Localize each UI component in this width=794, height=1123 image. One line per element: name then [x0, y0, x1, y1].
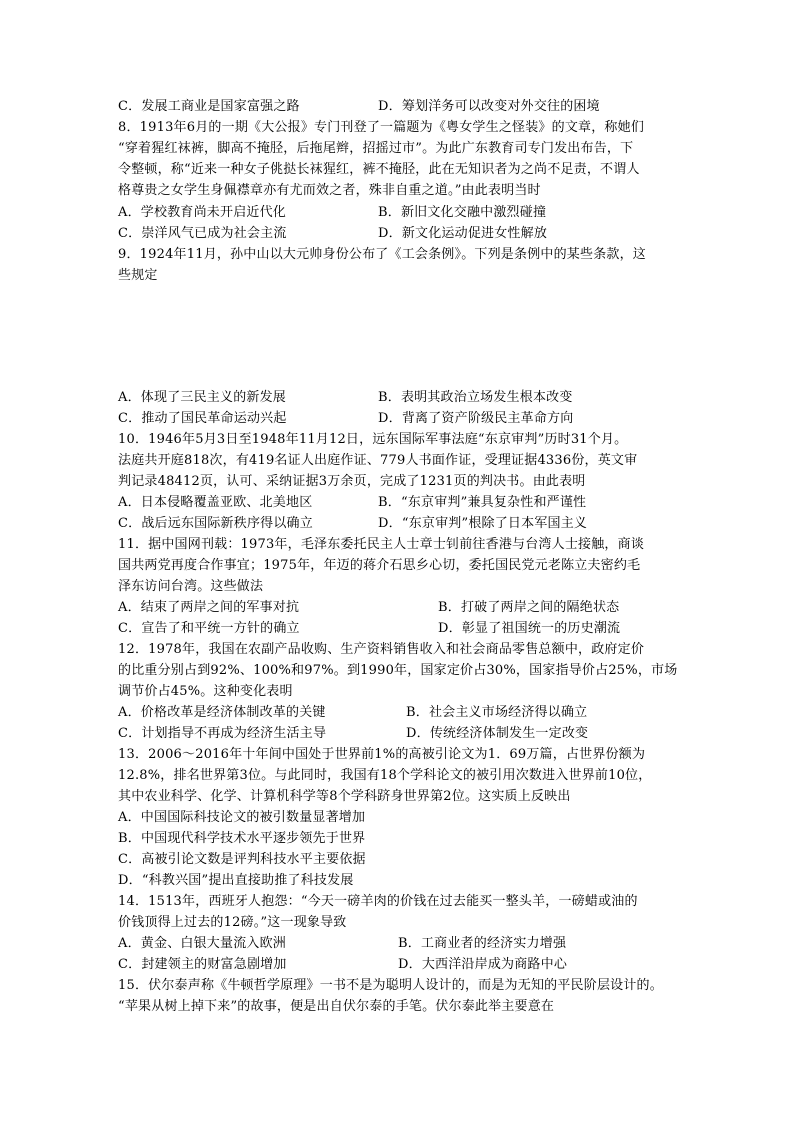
q9-option-b: B．表明其政治立场发生根本改变 [378, 390, 573, 405]
q8-stem-line-2: “穿着猩红袜裤，脚高不掩胫，后拖尾辫，招摇过市”。为此广东教育司专门发出布告，下 [118, 141, 634, 156]
q15-stem-line-1: 15．伏尔泰声称《牛顿哲学原理》一书不是为聪明人设计的，而是为无知的平民阶层设计的。 [118, 978, 663, 993]
q15-stem-line-2: “苹果从树上掉下来”的故事，便是出自伏尔泰的手笔。伏尔泰此举主要意在 [118, 999, 555, 1014]
q9-stem-line-2: 些规定 [118, 268, 158, 283]
q8-option-c: C．崇洋风气已成为社会主流 [118, 226, 287, 241]
q11-option-d: D．彰显了祖国统一的历史潮流 [438, 621, 621, 636]
q14-option-b: B．工商业者的经济实力增强 [398, 936, 567, 951]
q9-option-a: A．体现了三民主义的新发展 [118, 390, 286, 405]
q12-stem-line-2: 的比重分别占到92%、100%和97%。到1990年，国家定价占30%，国家指导价占25%，市场 [118, 663, 678, 678]
q10-option-d: D．“东京审判”根除了日本军国主义 [378, 516, 588, 531]
q10-option-b: B．“东京审判”兼具复杂性和严谨性 [378, 495, 587, 510]
q13-option-c: C．高被引论文数是评判科技水平主要依据 [118, 852, 366, 867]
q9-options-cd [118, 409, 574, 428]
q11-option-b: B．打破了两岸之间的隔绝状态 [438, 600, 620, 615]
q13-option-a: A．中国国际科技论文的被引数量显著增加 [118, 810, 366, 825]
q12-option-a: A．价格改革是经济体制改革的关键 [118, 705, 326, 720]
q12-option-c: C．计划指导不再成为经济生活主导 [118, 726, 327, 741]
q13-stem-line-1: 13．2006～2016年十年间中国处于世界前1%的高被引论文为1．69万篇，占世界份额为 [118, 747, 646, 762]
q12-option-b: B．社会主义市场经济得以确立 [406, 705, 588, 720]
q10-options-ab [118, 493, 587, 512]
q8-option-b: B．新旧文化交融中激烈碰撞 [378, 205, 547, 220]
q11-stem-line-1: 11．据中国网刊载：1973年，毛泽东委托民主人士章士钊前往香港与台湾人士接触，商谈 [118, 537, 645, 552]
q14-options-ab [118, 934, 567, 953]
q8-options-cd [118, 224, 548, 243]
q13-stem-line-3: 其中农业科学、化学、计算机科学等8个学科跻身世界第2位。这实质上反映出 [118, 789, 571, 804]
q8-stem-line-3: 令整顿，称“近来一种女子佻挞长袜猩红，裤不掩胫，此在无知识者为之尚不足责，不谓人 [118, 162, 640, 177]
q14-options-cd [118, 955, 568, 974]
q14-option-d: D．大西洋沿岸成为商路中心 [398, 957, 568, 972]
q11-stem-line-2: 国共两党再度合作事宜；1975年，年迈的蒋介石思乡心切，委托国民党元老陈立夫密约毛 [118, 558, 641, 573]
q13-option-d: D．“科教兴国”提出直接助推了科技发展 [118, 873, 354, 888]
q11-options-cd [118, 619, 621, 638]
q9-option-c: C．推动了国民革命运动兴起 [118, 411, 287, 426]
q13-option-b: B．中国现代科学技术水平逐步领先于世界 [118, 831, 366, 846]
q7-option-c: C．发展工商业是国家富强之路 [118, 99, 300, 114]
q8-stem-line-4: 格尊贵之女学生身佩襟章亦有尤而效之者，殊非自重之道。”由此表明当时 [118, 183, 541, 198]
q14-option-c: C．封建领主的财富急剧增加 [118, 957, 287, 972]
q14-stem-line-1: 14．1513年，西班牙人抱怨：“今天一磅羊肉的价钱在过去能买一整头羊，一磅蜡或油的 [118, 894, 638, 909]
q13-stem-line-2: 12.8%，排名世界第3位。与此同时，我国有18个学科论文的被引用次数进入世界前10位， [118, 768, 652, 783]
q10-stem-line-3: 判记录48412页，认可、采纳证据3万余页，完成了1231页的判决书。由此表明 [118, 474, 586, 489]
q12-options-ab [118, 703, 588, 722]
q10-stem-line-1: 10．1946年5月3日至1948年11月12日，远东国际军事法庭“东京审判”历时31个月。 [118, 432, 628, 447]
q10-options-cd [118, 514, 588, 533]
q12-stem-line-3: 调节价占45%。这种变化表明 [118, 684, 293, 699]
q7-option-d: D．筹划洋务可以改变对外交往的困境 [378, 99, 600, 114]
q12-options-cd [118, 724, 589, 743]
q9-option-d: D．背离了资产阶级民主革命方向 [378, 411, 574, 426]
q12-option-d: D．传统经济体制发生一定改变 [406, 726, 589, 741]
q7-options-cd [118, 97, 600, 116]
q12-stem-line-1: 12．1978年，我国在农副产品收购、生产资料销售收入和社会商品零售总额中，政府定价 [118, 642, 645, 657]
q11-stem-line-3: 泽东访问台湾。这些做法 [118, 579, 264, 594]
q11-options-ab [118, 598, 620, 617]
q10-option-c: C．战后远东国际新秩序得以确立 [118, 516, 313, 531]
q14-option-a: A．黄金、白银大量流入欧洲 [118, 936, 286, 951]
q11-option-a: A．结束了两岸之间的军事对抗 [118, 600, 300, 615]
q10-option-a: A．日本侵略覆盖亚欧、北美地区 [118, 495, 313, 510]
q8-stem-line-1: 8．1913年6月的一期《大公报》专门刊登了一篇题为《粤女学生之怪装》的文章，称她们 [118, 120, 645, 135]
q8-option-d: D．新文化运动促进女性解放 [378, 226, 548, 241]
q11-option-c: C．宣告了和平统一方针的确立 [118, 621, 300, 636]
q14-stem-line-2: 价钱顶得上过去的12磅。”这一现象导致 [118, 915, 347, 930]
q10-stem-line-2: 法庭共开庭818次，有419名证人出庭作证、779人书面作证，受理证据4336份，英文审 [118, 453, 638, 468]
q9-stem-line-1: 9．1924年11月，孙中山以大元帅身份公布了《工会条例》。下列是条例中的某些条款，这 [118, 247, 646, 262]
q9-options-ab [118, 388, 573, 407]
q8-options-ab [118, 203, 547, 222]
q8-option-a: A．学校教育尚未开启近代化 [118, 205, 286, 220]
